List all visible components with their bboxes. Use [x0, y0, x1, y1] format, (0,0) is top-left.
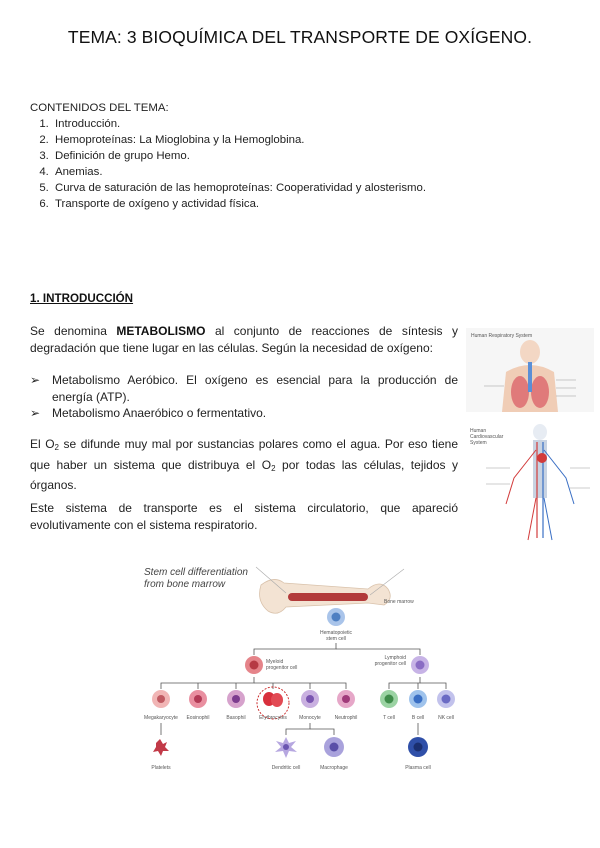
- contents-item: 2. Hemoproteínas: La Mioglobina y la Hemoglobina.: [52, 132, 426, 148]
- cell-label: Platelets: [151, 765, 171, 771]
- circulatory-label: Cardiovascular: [470, 434, 504, 440]
- right-lung-shape: [531, 376, 549, 408]
- bone-marrow-label: Bone marrow: [384, 599, 414, 605]
- branch-line: [254, 683, 346, 689]
- nucleus: [332, 613, 341, 622]
- nucleus: [330, 743, 339, 752]
- subscript: 2: [271, 463, 276, 473]
- lymphoid-label: progenitor cell: [374, 661, 406, 667]
- nucleus: [414, 695, 423, 704]
- page-title: TEMA: 3 BIOQUÍMICA DEL TRANSPORTE DE OXÍGENO.: [67, 27, 533, 47]
- bullet-item: [30, 372, 458, 405]
- paragraph-circulatory-system: Este sistema de transporte es el sistema circulatorio, que apareció evolutivamente con el sistema respiratorio.: [30, 501, 458, 532]
- myeloid-label: progenitor cell: [266, 665, 298, 671]
- arrow-bullet-icon: ➢: [30, 373, 41, 387]
- nucleus: [157, 695, 165, 703]
- contents-item: 4. Anemias.: [52, 164, 426, 180]
- lymphoid-label: Lymphoid: [384, 655, 406, 661]
- branch-line: [336, 649, 420, 655]
- head-shape: [533, 424, 547, 440]
- head-shape: [520, 340, 540, 364]
- cell-label: T cell: [383, 715, 395, 721]
- branch-line: [389, 677, 420, 689]
- circulatory-label: Human: [470, 428, 487, 434]
- cell-label: Eosinophil: [186, 715, 210, 721]
- left-lung-shape: [511, 376, 529, 408]
- subscript: 2: [54, 443, 59, 452]
- nucleus: [232, 695, 240, 703]
- cell-label: Plasma cell: [405, 765, 431, 771]
- text: se difunde muy mal por sustancias polares como el agua. Por eso tiene que haber un sistema que distribuya el O: [30, 437, 458, 472]
- text: por todas las células, tejidos y órganos.: [30, 457, 459, 492]
- arrow-line: [286, 723, 310, 735]
- contents-list: [30, 116, 426, 212]
- section-heading-introduccion: 1. INTRODUCCIÓN: [30, 292, 134, 305]
- nucleus: [194, 695, 202, 703]
- cell-label: Macrophage: [320, 765, 348, 771]
- bone-marrow-shape: [288, 593, 368, 601]
- nucleus: [385, 695, 394, 704]
- cell-label: Monocyte: [299, 715, 321, 721]
- text: Se denomina: [30, 324, 117, 338]
- bullet-text: Metabolismo Anaeróbico o fermentativo.: [52, 406, 267, 420]
- branch-line: [420, 683, 446, 689]
- branch-line: [254, 643, 336, 655]
- text: El O: [30, 437, 55, 451]
- hsc-label: stem cell: [326, 636, 346, 642]
- circulatory-label: System: [470, 440, 487, 446]
- stem-cell-differentiation-figure: [136, 555, 466, 780]
- text: al conjunto de reacciones de síntesis y degradación que tiene lugar en las células. Según la necesidad de oxígeno:: [30, 324, 458, 355]
- cell-label: Erythrocytes: [259, 715, 287, 721]
- contents-item: 5. Curva de saturación de las hemoproteínas: Cooperatividad y alosterismo.: [52, 180, 426, 196]
- anatomy-figure: [466, 328, 596, 551]
- arrow-line: [310, 729, 334, 735]
- cell-label: Megakaryocyte: [144, 715, 178, 721]
- figure-title: from bone marrow: [144, 579, 226, 590]
- erythrocyte-cell: [271, 693, 283, 707]
- figure-title: Stem cell differentiation: [144, 567, 248, 578]
- cell-label: Dendritic cell: [271, 765, 301, 771]
- arrow-bullet-icon: ➢: [30, 406, 41, 420]
- cell-label: Neutrophil: [334, 715, 358, 721]
- paragraph-oxygen-diffusion: [30, 436, 458, 494]
- cell-label: NK cell: [438, 715, 454, 721]
- differentiation-diagram: [136, 555, 466, 780]
- anatomy-illustration: [466, 328, 596, 546]
- bullet-item: [30, 405, 458, 422]
- contents-item: 3. Definición de grupo Hemo.: [52, 148, 426, 164]
- nucleus: [416, 661, 425, 670]
- bullet-text: Metabolismo Aeróbico. El oxígeno es esencial para la producción de energía (ATP).: [52, 373, 458, 404]
- branch-line: [161, 677, 254, 689]
- nucleus: [250, 661, 259, 670]
- cell-label: Basophil: [226, 715, 246, 721]
- nucleus: [342, 695, 350, 703]
- trachea-shape: [528, 362, 532, 392]
- nucleus: [414, 743, 423, 752]
- cell-label: B cell: [411, 715, 425, 721]
- contents-item: 6. Transporte de oxígeno y actividad física.: [52, 196, 426, 212]
- nucleus: [442, 695, 451, 704]
- contents-heading: CONTENIDOS DEL TEMA:: [30, 102, 169, 114]
- platelets-shape: [153, 739, 169, 756]
- keyword-metabolismo: METABOLISMO: [116, 324, 206, 338]
- heart-shape: [537, 453, 547, 463]
- paragraph-metabolismo: [30, 323, 458, 356]
- myeloid-label: Myeloid: [266, 659, 284, 665]
- hsc-label: Hematopoietic: [320, 630, 352, 636]
- nucleus: [283, 744, 289, 750]
- contents-block: [30, 100, 426, 212]
- bullet-list: [30, 372, 458, 422]
- nucleus: [306, 695, 314, 703]
- contents-item: 1. Introducción.: [52, 116, 426, 132]
- respiratory-label: Human Respiratory System: [471, 333, 533, 339]
